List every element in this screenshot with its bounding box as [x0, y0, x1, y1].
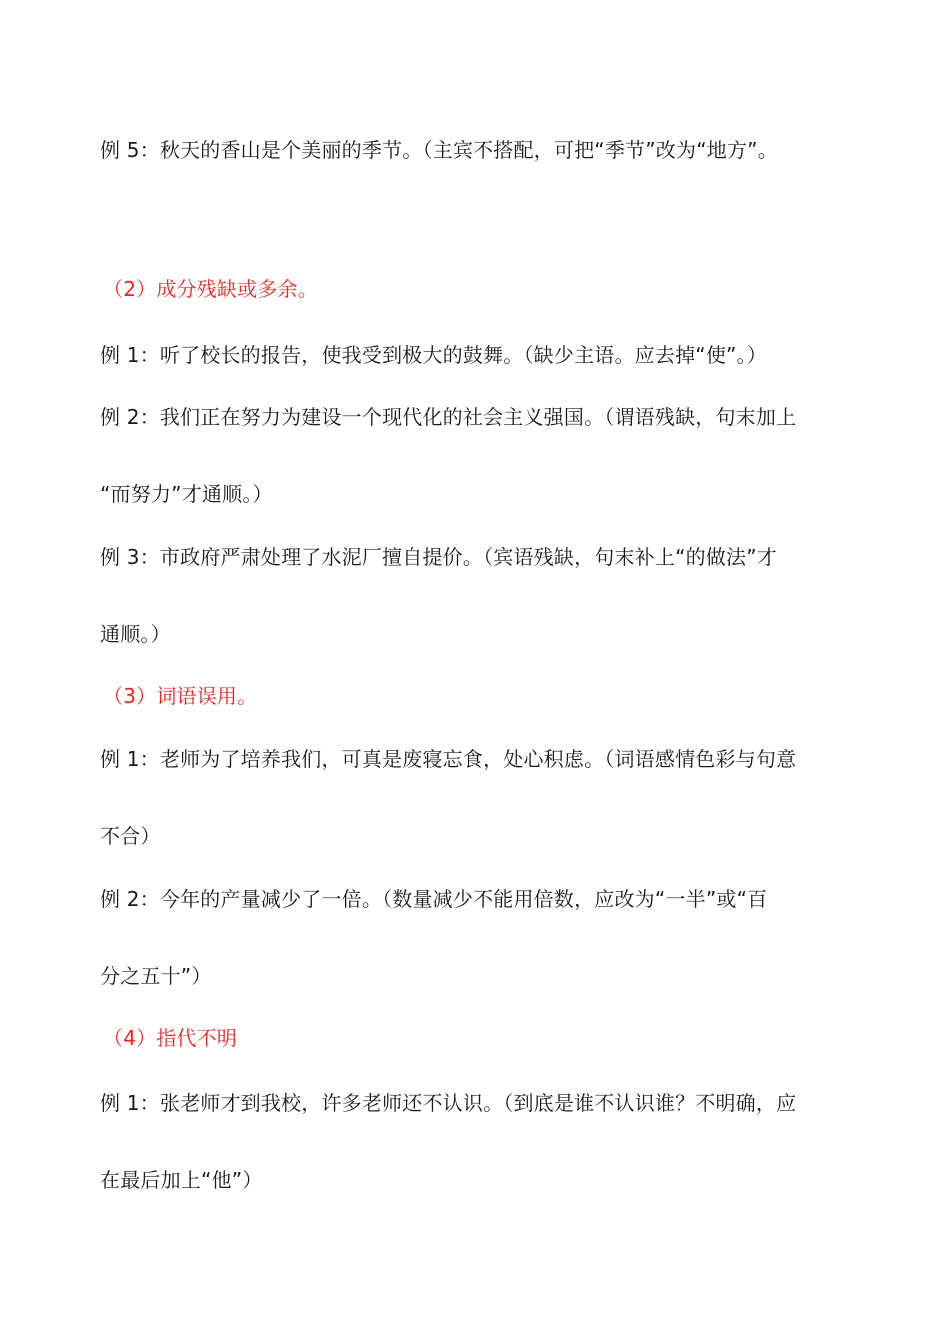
example-1-line: 例 1：听了校长的报告，使我受到极大的鼓舞。（缺少主语。应去掉“使”。） [100, 343, 768, 367]
example-2-line: 例 2：我们正在努力为建设一个现代化的社会主义强国。（谓语残缺，句末加上 [100, 405, 797, 429]
example-3-line: 例 3：市政府严肃处理了水泥厂擅自提价。（宾语残缺，句末补上“的做法”才 [100, 545, 778, 569]
example-1-continuation: 在最后加上“他”） [100, 1168, 263, 1192]
example-3-continuation: 通顺。） [100, 622, 171, 646]
example-2-continuation: “而努力”才通顺。） [100, 482, 273, 506]
section-4-heading: （4）指代不明 [103, 1026, 238, 1050]
example-5-line: 例 5：秋天的香山是个美丽的季节。（主宾不搭配，可把“季节”改为“地方”。 [100, 138, 778, 162]
example-1-line: 例 1：老师为了培养我们，可真是废寝忘食，处心积虑。（词语感情色彩与句意 [100, 747, 797, 771]
section-3-heading: （3）词语误用。 [103, 684, 258, 708]
example-1-line: 例 1：张老师才到我校，许多老师还不认识。（到底是谁不认识谁？不明确，应 [100, 1091, 797, 1115]
example-1-continuation: 不合） [100, 824, 161, 848]
example-2-line: 例 2：今年的产量减少了一倍。（数量减少不能用倍数，应改为“一半”或“百 [100, 887, 768, 911]
example-2-continuation: 分之五十”） [100, 964, 212, 988]
section-2-heading: （2）成分残缺或多余。 [103, 277, 318, 301]
